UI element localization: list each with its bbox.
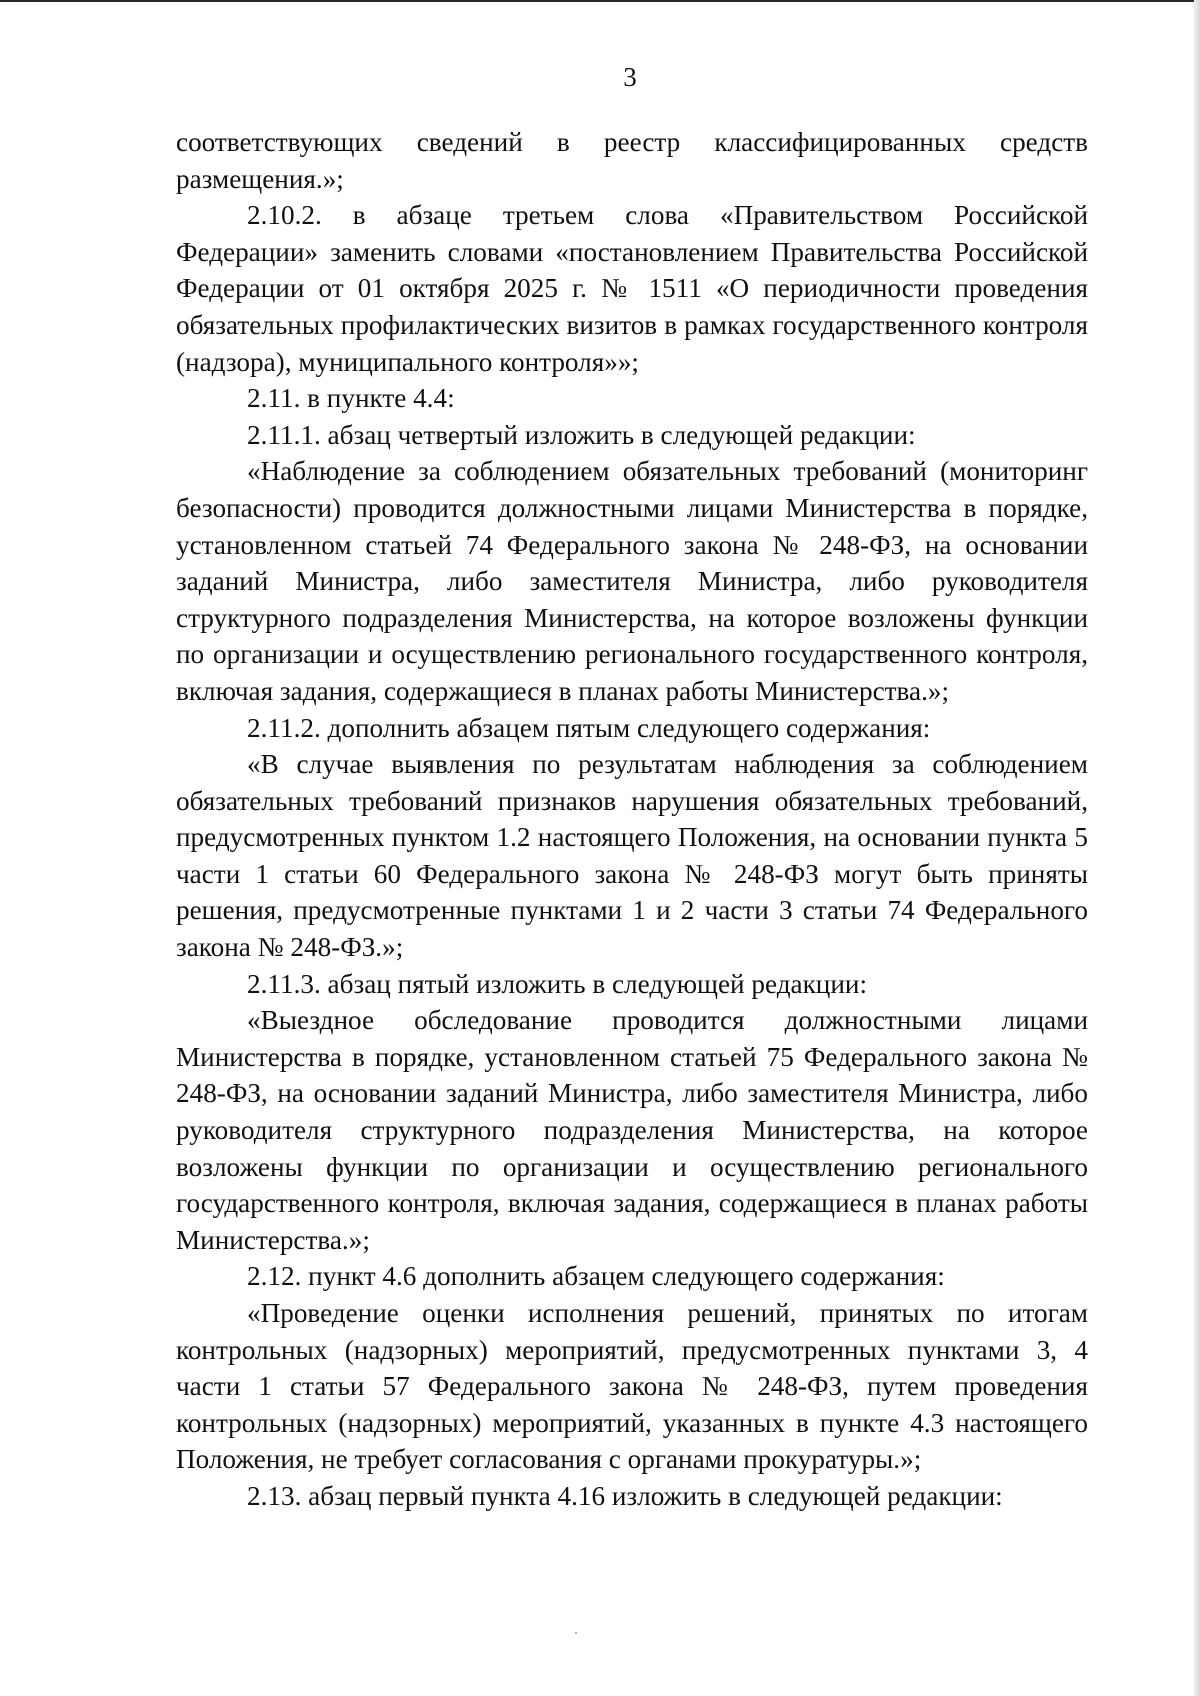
paragraph-2-13: 2.13. абзац первый пункта 4.16 изложить в следующей редакции: xyxy=(247,1480,1003,1511)
paragraph-observation-quote: «Наблюдение за соблюдением обязательных требований (мониторинг безопасности) проводится должностными лицами Министерства в порядке, установленном статьей 74 Федерального закона № 248-ФЗ, на основании заданий Министра, либо заместителя Министра, либо руководителя структурного подразделения Министерства, на которое возложены функции по организации и осуществлению регионального государственного контроля, включая задания, содержащиеся в планах работы Министерства.»; xyxy=(176,456,1088,706)
paragraph-2-11: 2.11. в пункте 4.4: xyxy=(247,383,455,414)
paragraph-continuation: соответствующих сведений в реестр классифицированных средств размещения.»; xyxy=(176,127,1088,194)
scan-top-edge xyxy=(0,0,1200,2)
paragraph-inspection-quote: «Выездное обследование проводится должностными лицами Министерства в порядке, установленном статьей 75 Федерального закона № 248-ФЗ, на основании заданий Министра, либо заместителя Министра, либо руководителя структурного подразделения Министерства, на которое возложены функции по организации и осуществлению регионального государственного контроля, включая задания, содержащиеся в планах работы Министерства.»; xyxy=(176,1005,1088,1255)
paragraph-2-11-1: 2.11.1. абзац четвертый изложить в следующей редакции: xyxy=(247,419,916,450)
page-number: 3 xyxy=(623,62,637,92)
paragraph-2-11-2: 2.11.2. дополнить абзацем пятым следующего содержания: xyxy=(247,712,931,743)
paragraph-assessment-quote: «Проведение оценки исполнения решений, принятых по итогам контрольных (надзорных) мероприятий, предусмотренных пунктами 3, 4 части 1 статьи 57 Федерального закона № 248-ФЗ, путем проведения контрольных (надзорных) мероприятий, указанных в пункте 4.3 настоящего Положения, не требует согласования с органами прокуратуры.»; xyxy=(176,1298,1088,1475)
document-body xyxy=(176,124,1088,1515)
paragraph-2-12: 2.12. пункт 4.6 дополнить абзацем следующего содержания: xyxy=(247,1261,945,1292)
scan-speck xyxy=(575,1632,577,1634)
paragraph-2-10-2: 2.10.2. в абзаце третьем слова «Правительством Российской Федерации» заменить словами «постановлением Правительства Российской Федерации от 01 октября 2025 г. № 1511 «О периодичности проведения обязательных профилактических визитов в рамках государственного контроля (надзора), муниципального контроля»»; xyxy=(176,200,1088,377)
paragraph-violation-quote: «В случае выявления по результатам наблюдения за соблюдением обязательных требований признаков нарушения обязательных требований, предусмотренных пунктом 1.2 настоящего Положения, на основании пункта 5 части 1 статьи 60 Федерального закона № 248-ФЗ могут быть приняты решения, предусмотренные пунктами 1 и 2 части 3 статьи 74 Федерального закона № 248-ФЗ.»; xyxy=(176,749,1088,963)
scan-right-edge xyxy=(1194,0,1200,1696)
paragraph-2-11-3: 2.11.3. абзац пятый изложить в следующей редакции: xyxy=(247,968,868,999)
